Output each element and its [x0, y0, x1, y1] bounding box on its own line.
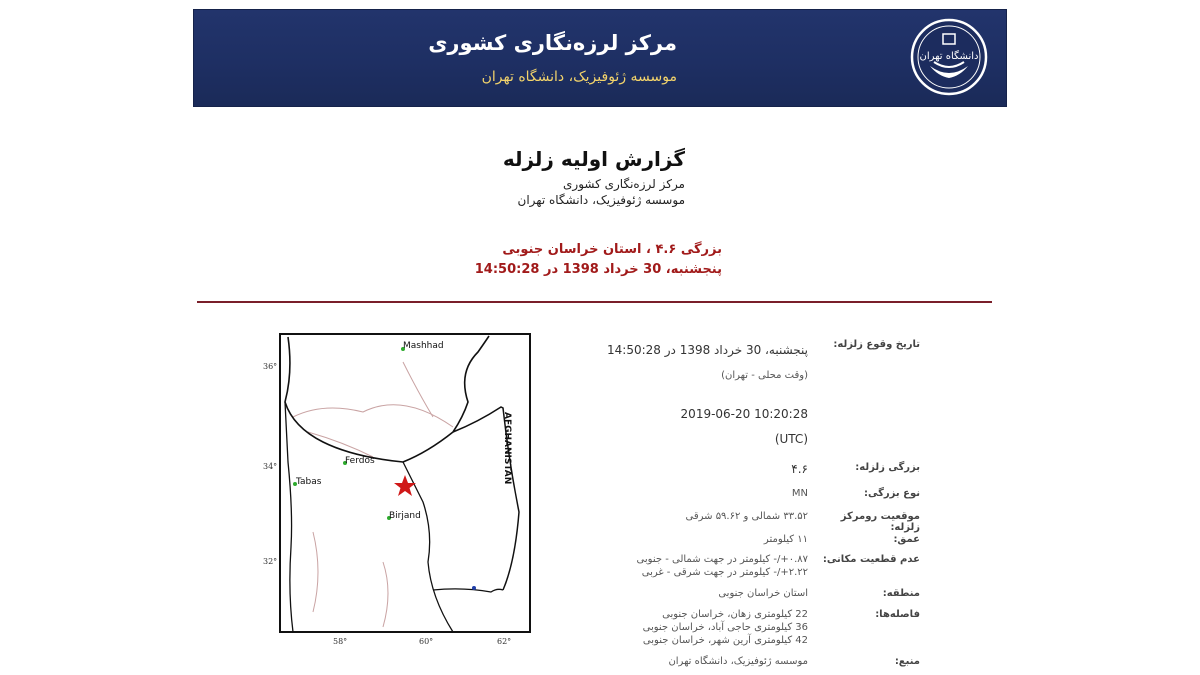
- value-distance-2: 36 کیلومتری حاجی آباد، خراسان جنوبی: [642, 622, 808, 633]
- value-utc-note: (UTC): [774, 432, 808, 446]
- quake-summary-magnitude: بزرگی ۴.۶ ، استان خراسان جنوبی: [502, 242, 722, 257]
- lon-tick-label: 62°: [497, 637, 512, 646]
- label-depth: عمق:: [893, 534, 920, 545]
- value-uncertainty-ns: ۰.۸۷+/- کیلومتر در جهت شمالی - جنوبی: [636, 554, 808, 565]
- value-local-note: (وقت محلی - تهران): [721, 370, 808, 381]
- label-occurrence-time: تاریخ وقوع زلزله:: [833, 339, 920, 350]
- country-label: AFGHANISTAN: [502, 412, 512, 485]
- section-divider: [197, 301, 992, 303]
- university-seal-logo: [910, 18, 988, 96]
- report-center-name: مرکز لرزه‌نگاری کشوری: [563, 177, 685, 191]
- city-label: Ferdos: [345, 456, 375, 466]
- value-region: استان خراسان جنوبی: [718, 588, 808, 599]
- label-magnitude-type: نوع بزرگی:: [863, 488, 920, 499]
- header-banner: [193, 9, 1007, 107]
- value-epicenter-location: ۳۳.۵۲ شمالی و ۵۹.۶۲ شرقی: [685, 511, 808, 522]
- lat-tick-label: 36°: [263, 362, 278, 371]
- epicenter-map: [253, 332, 533, 648]
- banner-subtitle: موسسه ژئوفیزیک، دانشگاه تهران: [481, 69, 677, 85]
- value-distance-1: 22 کیلومتری زهان، خراسان جنوبی: [662, 609, 808, 620]
- map-marker: [472, 586, 476, 590]
- city-label: Tabas: [296, 477, 322, 487]
- label-distances: فاصله‌ها:: [875, 609, 920, 620]
- value-magnitude-type: MN: [791, 488, 808, 499]
- label-epicenter-location: موقعیت رومرکز زلزله:: [840, 511, 920, 533]
- quake-summary-datetime: پنجشنبه، 30 خرداد 1398 در 14:50:28: [474, 262, 722, 277]
- value-utc-time: 2019-06-20 10:20:28: [680, 407, 808, 421]
- report-institute-name: موسسه ژئوفیزیک، دانشگاه تهران: [517, 193, 685, 207]
- report-title: گزارش اولیه زلزله: [502, 147, 685, 171]
- value-depth: ۱۱ کیلومتر: [763, 534, 808, 545]
- value-distance-3: 42 کیلومتری آرین شهر، خراسان جنوبی: [642, 635, 808, 646]
- label-magnitude: بزرگی زلزله:: [855, 462, 920, 473]
- value-source: موسسه ژئوفیزیک، دانشگاه تهران: [668, 656, 808, 667]
- lon-tick-label: 60°: [419, 637, 434, 646]
- lat-tick-label: 32°: [263, 557, 278, 566]
- value-magnitude: ۴.۶: [791, 462, 808, 476]
- label-source: منبع:: [894, 656, 920, 667]
- seal-text: دانشگاه تهران: [919, 51, 979, 62]
- banner-title: مرکز لرزه‌نگاری کشوری: [428, 31, 677, 55]
- value-uncertainty-ew: ۲.۲۲+/- کیلومتر در جهت شرقی - غربی: [641, 567, 808, 578]
- label-uncertainty: عدم قطعیت مکانی:: [822, 554, 920, 565]
- city-label: Birjand: [389, 511, 421, 521]
- label-region: منطقه:: [882, 588, 920, 599]
- lat-tick-label: 34°: [263, 462, 278, 471]
- lon-tick-label: 58°: [333, 637, 348, 646]
- value-local-time: پنجشنبه، 30 خرداد 1398 در 14:50:28: [607, 343, 808, 357]
- city-label: Mashhad: [403, 341, 444, 351]
